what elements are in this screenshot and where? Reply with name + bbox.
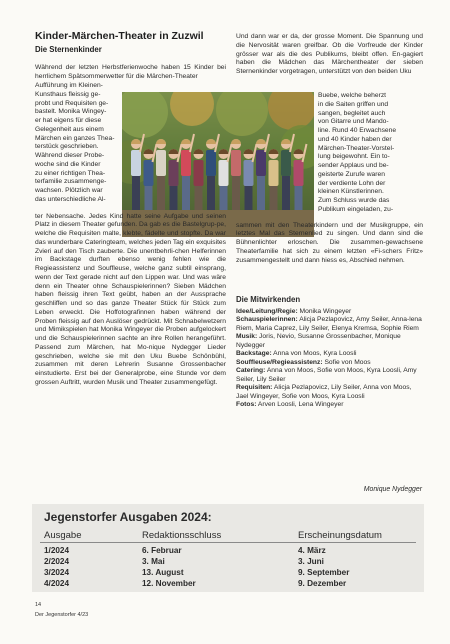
right-narrow-line: Buebe, welche beherzt — [318, 92, 387, 99]
right-narrow-line: kleinen Künstlerinnen. — [318, 188, 384, 196]
schedule-publication-date: 4. März — [298, 546, 326, 555]
intro-paragraph: Während der letzten Herbstferienwoche haben 15 Kinder bei herrlichem Spätsommerwetter für die Märchen-Theater — [35, 64, 226, 80]
credit-names: Arven Loosli, Lena Wingeyer — [256, 401, 344, 408]
article-author: Monique Nydegger — [363, 486, 422, 493]
right-narrow-line: geisterte Zurufe waren — [318, 170, 385, 178]
schedule-header-erscheinungsdatum: Erscheinungsdatum — [298, 530, 382, 541]
right-narrow-line: von Gitarre und Mando- — [318, 118, 389, 126]
right-narrow-line: line. Rund 40 Erwachsene — [318, 127, 397, 134]
right-narrow-line: Publikum eingeladen, zu- — [318, 205, 394, 213]
article-title: Kinder-Märchen-Theater in Zuzwil — [35, 30, 204, 42]
right-narrow-line: Märchen-Theater-Vorstel- — [318, 144, 395, 152]
right-narrow-line: sangen, begleitet auch — [318, 109, 386, 117]
credit-names: Monika Wingeyer — [297, 307, 352, 315]
credits-heading: Die Mitwirkenden — [236, 295, 301, 304]
intro-line: Märchen ein ganzes Thea- — [35, 134, 115, 142]
schedule-issue: 2/2024 — [44, 557, 70, 566]
credit-names: Joris, Nevio, Susanne Grossenbacher, Monique Nydegger — [236, 333, 401, 349]
credit-names: Anna von Moos, Kyra Loosli — [271, 350, 357, 357]
intro-line: wachsen. Plötzlich war — [35, 187, 103, 194]
schedule-deadline: 13. August — [142, 568, 184, 577]
schedule-deadline: 3. Mai — [142, 557, 165, 566]
schedule-deadline: 6. Februar — [142, 546, 182, 555]
right-continued-paragraph: sammen mit den Theaterkindern und der Musikgruppe, ein letztes Mal das Sternenlied zu singen. Und dann sind die Bühnenlichter erloschen. Die zusammen-gewachsene Theaterfamilie hat sich zu einem letzten «Fi-schers Fritz» zusammengestellt und dann hiess es, Abschied nehmen. — [236, 221, 423, 264]
schedule-title: Jegenstorfer Ausgaben 2024: — [44, 510, 212, 524]
credit-row — [236, 384, 423, 401]
schedule-box — [32, 504, 424, 592]
right-narrow-line: Zum Schluss wurde das — [318, 197, 390, 204]
credit-role: Requisiten: — [236, 384, 273, 391]
schedule-header-ausgabe: Ausgabe — [44, 530, 82, 541]
schedule-issue: 1/2024 — [44, 546, 70, 555]
credit-role: Souffleuse/Regieassistenz: — [236, 358, 323, 366]
right-narrow-line: sender Applaus und be- — [318, 162, 389, 169]
schedule-publication-date: 9. Dezember — [298, 579, 347, 588]
intro-line: Während dieser Probe- — [35, 152, 105, 159]
credits-section — [236, 296, 423, 410]
credit-row — [236, 359, 423, 368]
credit-names: Alicja Pezlapovicz, Amy Seiler, Anna-lena Riem, Maria Caprez, Lily Seiler, Elenya Kremsa, Sophie Riem — [236, 316, 422, 332]
credit-role: Catering: — [236, 367, 266, 374]
schedule-header-redaktionsschluss: Redaktionsschluss — [142, 530, 222, 541]
credit-row — [236, 401, 423, 410]
intro-line: Gelegenheit aus einem — [35, 125, 104, 133]
schedule-publication-date: 3. Juni — [298, 557, 324, 566]
credit-row — [236, 367, 423, 384]
schedule-header-rule — [40, 542, 416, 543]
intro-line: er hat eigens für diese — [35, 117, 102, 124]
left-continued-paragraph: ter Nebensache. Jedes Kind hatte seine Aufgabe und seinen Platz in diesem Theater gefunden. Da gab es die Bastelgrup-pe, welche die Requisiten malte, klebte, fädelte und stopfte. Da war das wunderbare Cateringteam, welches jeden Tag ein exquisites Zvieri auf den Tisch zauberte. Die unentbehrli-chen Helferinnen im Backstage durften ebenso wenig fehlen wie die Regieassistenz und Souffleuse, welche ganz subtil einsprang, wenn der Text gerade nicht auf den Lippen war. Und was wäre denn ein Theater ohne Schauspielerinnen? Sieben Mädchen haben fleissig ihren Text geübt, haben an der Aussprache geschliffen und so das ganze Theater Stück für Stück zum Leben erweckt. Die Hoffotografinnen haben während der Proben fleissig auf den Auslöser gedrückt. Mit Schnabelwetzern und Mimikspielen hat Monika Wingeyer die Proben aufgelockert und die Schauspielerinnen sachte an ihre Rollen herangeführt. Passend zum Märchen, hat Mo-nique Nydegger Lieder geschrieben, welche sie mit den Uku Buebe Schönbühl, zusammen mit deren Lehrerin Susanne Grossenbacher einstudierte. Erst bei der Generalprobe, eine Stunde vor dem grossen Auftritt, wurden Musik und Theater zusammengefügt. — [35, 212, 226, 386]
credit-row — [236, 333, 423, 350]
credit-names: Anna von Moos, Sofie von Moos, Kyra Loosli, Amy Seiler, Lily Seiler — [236, 367, 417, 383]
article-subtitle: Die Sternenkinder — [35, 45, 102, 54]
schedule-publication-date: 9. September — [298, 568, 350, 577]
intro-line: Aufführung im Kleinen- — [35, 82, 103, 89]
right-top-paragraph: Und dann war er da, der grosse Moment. Die Spannung und die Nervosität waren greifbar. Ob die Vorfreude der Kinder grösser war als die des Publikums, bleibt offen. En-gagiert haben die Mädchen das Märchentheater der sieben Sternenkinder vorgetragen, unterstützt von den beiden Uku — [236, 33, 423, 75]
credit-role: Idee/Leitung/Regie: — [236, 307, 298, 315]
credit-names: Sofie von Moos — [322, 358, 371, 366]
right-narrow-line: in die Saiten griffen und — [318, 100, 389, 108]
schedule-issue: 4/2024 — [44, 579, 70, 588]
right-narrow-line: lung beigewohnt. Ein to- — [318, 153, 390, 161]
intro-line: Kunsthaus fleissig ge- — [35, 90, 101, 98]
credit-role: Musik: — [236, 333, 258, 340]
intro-line: zu einer richtigen Thea- — [35, 169, 106, 177]
right-narrow-line: und 40 Kinder haben der — [318, 135, 392, 143]
credit-role: Schauspielerinnen: — [236, 316, 298, 323]
credit-row — [236, 350, 423, 359]
right-narrow-line: der verdiente Lohn der — [318, 179, 386, 187]
schedule-issue: 3/2024 — [44, 568, 70, 577]
intro-line: das unterschiedliche Al- — [35, 195, 106, 203]
intro-line: woche sind die Kinder — [35, 160, 101, 168]
page-number: 14 — [35, 602, 42, 608]
intro-line: terfamilie zusammenge- — [35, 178, 107, 186]
schedule-deadline: 12. November — [142, 579, 196, 588]
credit-role: Backstage: — [236, 350, 272, 357]
credit-role: Fotos: — [236, 401, 257, 408]
intro-line: terstück geschrieben. — [35, 143, 99, 151]
intro-narrow-lines — [35, 82, 120, 205]
intro-line: probt und Requisiten ge- — [35, 99, 109, 107]
credit-names: Alicja Pezlapovicz, Lily Seiler, Anna von Moos, Jael Wingeyer, Sofie von Moos, Kyra Loosli — [236, 384, 412, 400]
publication-source: Der Jegenstorfer 4/23 — [35, 612, 89, 618]
credit-row — [236, 316, 423, 333]
credit-row — [236, 308, 423, 317]
intro-line: bastelt. Monika Wingey- — [35, 108, 107, 116]
right-narrow-lines — [318, 92, 423, 215]
